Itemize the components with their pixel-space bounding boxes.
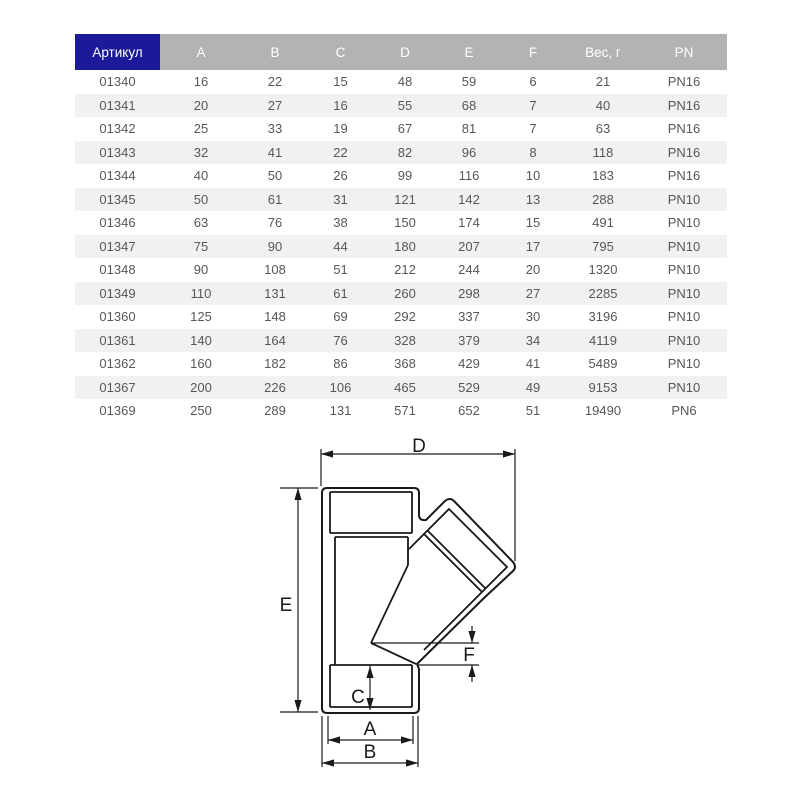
value-cell: 131 <box>329 403 352 419</box>
value-cell: 250 <box>190 403 212 419</box>
value-cell: 2285 <box>588 285 618 301</box>
article-cell: 01369 <box>99 403 136 419</box>
value-cell: 86 <box>333 356 348 372</box>
value-cell: 16 <box>193 74 209 90</box>
article-cell: 01341 <box>99 97 136 113</box>
value-cell: 260 <box>394 285 416 301</box>
value-cell: 164 <box>264 332 286 348</box>
value-cell: 17 <box>525 238 541 254</box>
value-cell: 21 <box>595 74 611 90</box>
value-cell: 15 <box>525 215 541 231</box>
value-cell: 90 <box>193 262 209 278</box>
value-cell: 25 <box>193 121 209 137</box>
value-cell: 99 <box>397 168 413 184</box>
value-cell: 63 <box>595 121 611 137</box>
value-cell: 289 <box>264 403 286 419</box>
value-cell: 90 <box>267 238 283 254</box>
dim-label-c: C <box>351 687 365 708</box>
value-cell: 96 <box>461 144 477 160</box>
value-cell: 51 <box>525 403 541 419</box>
value-cell: 31 <box>333 191 348 207</box>
value-cell: 50 <box>193 191 209 207</box>
value-cell: 795 <box>592 238 614 254</box>
value-cell: 8 <box>529 144 537 160</box>
value-cell: 59 <box>461 74 477 90</box>
value-cell: 75 <box>193 238 209 254</box>
article-cell: 01360 <box>99 309 136 325</box>
value-cell: 69 <box>333 309 348 325</box>
value-cell: 7 <box>529 97 537 113</box>
value-cell: 27 <box>525 285 541 301</box>
value-cell: 51 <box>333 262 348 278</box>
value-cell: 5489 <box>588 356 618 372</box>
value-cell: 68 <box>461 97 477 113</box>
article-cell: 01345 <box>99 191 136 207</box>
value-cell: 10 <box>525 168 541 184</box>
value-cell: 1320 <box>588 262 618 278</box>
column-header-article: Артикул <box>75 34 160 70</box>
value-cell: 3196 <box>588 309 618 325</box>
value-cell: PN6 <box>671 403 697 419</box>
article-cell: 01361 <box>99 332 136 348</box>
article-cell: 01362 <box>99 356 136 372</box>
value-cell: 15 <box>333 74 348 90</box>
value-cell: PN10 <box>667 379 701 395</box>
value-cell: 110 <box>190 285 212 301</box>
value-cell: 20 <box>193 97 209 113</box>
value-cell: 226 <box>264 379 286 395</box>
value-cell: 368 <box>394 356 416 372</box>
value-cell: 41 <box>267 144 283 160</box>
value-cell: 41 <box>525 356 541 372</box>
value-cell: 40 <box>193 168 209 184</box>
value-cell: 55 <box>397 97 413 113</box>
value-cell: 6 <box>529 74 537 90</box>
value-cell: 288 <box>592 191 614 207</box>
value-cell: 81 <box>461 121 477 137</box>
value-cell: 180 <box>394 238 416 254</box>
value-cell: PN10 <box>667 332 701 348</box>
value-cell: 212 <box>394 262 416 278</box>
column-header-d: D <box>373 34 437 70</box>
value-cell: 67 <box>397 121 413 137</box>
value-cell: 20 <box>525 262 541 278</box>
value-cell: 48 <box>397 74 413 90</box>
value-cell: 27 <box>267 97 283 113</box>
dim-label-b: B <box>363 742 377 763</box>
column-header-pn: PN <box>641 34 727 70</box>
value-cell: 16 <box>333 97 348 113</box>
value-cell: PN16 <box>667 168 701 184</box>
value-cell: 298 <box>458 285 480 301</box>
value-cell: 106 <box>329 379 352 395</box>
value-cell: 26 <box>333 168 348 184</box>
article-cell: 01346 <box>99 215 136 231</box>
column-header-f: F <box>501 34 565 70</box>
value-cell: 142 <box>458 191 480 207</box>
value-cell: PN16 <box>667 97 701 113</box>
article-cell: 01347 <box>99 238 136 254</box>
dim-label-a: A <box>363 719 377 740</box>
column-header-a: A <box>160 34 242 70</box>
value-cell: 118 <box>592 144 614 160</box>
value-cell: 148 <box>264 309 286 325</box>
value-cell: 32 <box>193 144 209 160</box>
value-cell: PN10 <box>667 262 701 278</box>
value-cell: 19 <box>333 121 348 137</box>
value-cell: PN10 <box>667 215 701 231</box>
value-cell: 429 <box>458 356 480 372</box>
fitting-outline <box>322 488 515 713</box>
value-cell: 529 <box>458 379 480 395</box>
dim-label-f: F <box>463 645 475 666</box>
value-cell: 207 <box>458 238 480 254</box>
value-cell: PN16 <box>667 121 701 137</box>
value-cell: 292 <box>394 309 416 325</box>
value-cell: 160 <box>190 356 212 372</box>
article-cell: 01367 <box>99 379 136 395</box>
value-cell: 13 <box>525 191 541 207</box>
dim-label-e: E <box>279 595 293 616</box>
value-cell: 108 <box>264 262 286 278</box>
value-cell: 652 <box>458 403 480 419</box>
dim-a <box>328 716 413 744</box>
value-cell: 44 <box>333 238 348 254</box>
value-cell: 140 <box>190 332 212 348</box>
value-cell: 182 <box>264 356 286 372</box>
value-cell: PN10 <box>667 309 701 325</box>
value-cell: 116 <box>458 168 480 184</box>
value-cell: 50 <box>267 168 283 184</box>
value-cell: 7 <box>529 121 537 137</box>
value-cell: 571 <box>394 403 416 419</box>
value-cell: 40 <box>595 97 611 113</box>
value-cell: 491 <box>592 215 614 231</box>
value-cell: 200 <box>190 379 212 395</box>
value-cell: 82 <box>397 144 413 160</box>
value-cell: PN10 <box>667 191 701 207</box>
column-header-e: E <box>437 34 501 70</box>
value-cell: 76 <box>267 215 283 231</box>
article-cell: 01342 <box>99 121 136 137</box>
value-cell: 328 <box>394 332 416 348</box>
value-cell: 150 <box>394 215 416 231</box>
value-cell: 174 <box>458 215 480 231</box>
value-cell: 30 <box>525 309 541 325</box>
value-cell: PN16 <box>667 144 701 160</box>
value-cell: 49 <box>525 379 541 395</box>
value-cell: 63 <box>193 215 209 231</box>
value-cell: 121 <box>394 191 416 207</box>
dim-e <box>280 488 318 712</box>
value-cell: 19490 <box>584 403 622 419</box>
value-cell: 34 <box>525 332 541 348</box>
dim-label-d: D <box>412 436 426 457</box>
value-cell: 465 <box>394 379 416 395</box>
value-cell: 183 <box>592 168 614 184</box>
column-header-weight: Вес, г <box>565 34 641 70</box>
article-cell: 01349 <box>99 285 136 301</box>
value-cell: 22 <box>267 74 283 90</box>
article-cell: 01343 <box>99 144 136 160</box>
article-cell: 01340 <box>99 74 136 90</box>
value-cell: 61 <box>267 191 283 207</box>
value-cell: 4119 <box>589 332 617 348</box>
value-cell: 76 <box>333 332 348 348</box>
value-cell: 337 <box>458 309 480 325</box>
value-cell: 22 <box>333 144 348 160</box>
value-cell: 61 <box>333 285 348 301</box>
value-cell: PN10 <box>667 356 701 372</box>
value-cell: 379 <box>458 332 480 348</box>
value-cell: 38 <box>333 215 348 231</box>
value-cell: 9153 <box>588 379 618 395</box>
column-header-b: B <box>242 34 308 70</box>
article-cell: 01344 <box>99 168 136 184</box>
value-cell: 125 <box>190 309 212 325</box>
value-cell: 131 <box>264 285 286 301</box>
article-cell: 01348 <box>99 262 136 278</box>
column-header-c: C <box>308 34 373 70</box>
value-cell: 33 <box>267 121 283 137</box>
value-cell: PN16 <box>667 74 701 90</box>
value-cell: PN10 <box>667 285 701 301</box>
value-cell: PN10 <box>667 238 701 254</box>
value-cell: 244 <box>458 262 480 278</box>
